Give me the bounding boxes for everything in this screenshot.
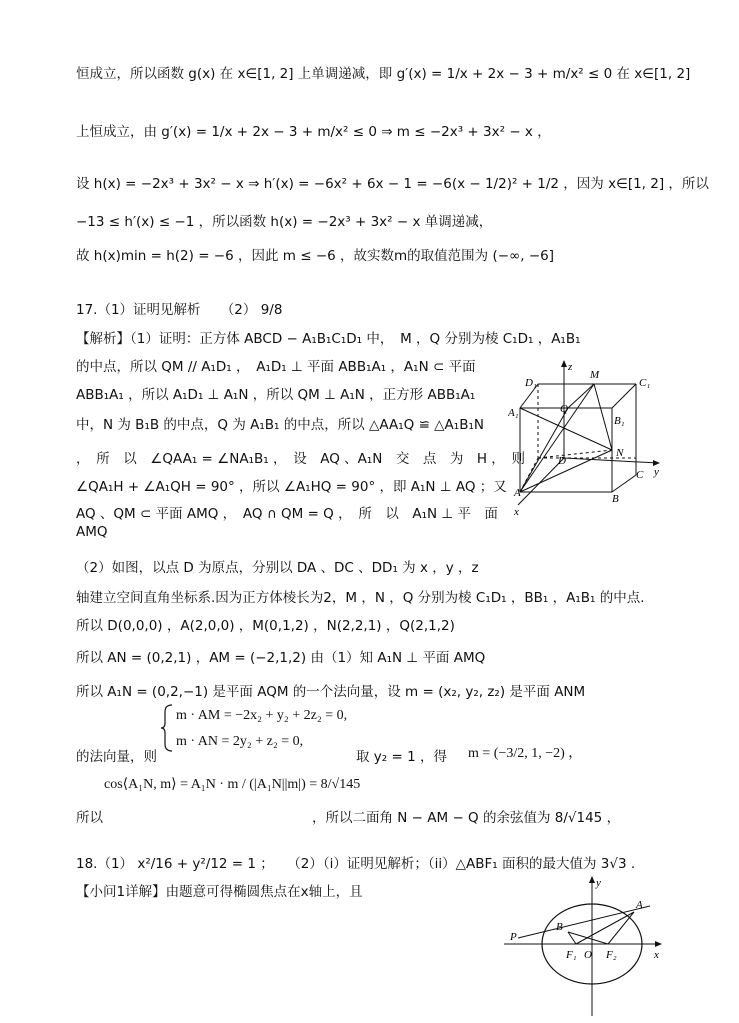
part2-line-4: 所以 AN = (0,2,1) ，AM = (−2,1,2) 由（1）知 A₁N ⊥ 平面 AMQ: [76, 650, 486, 666]
equation-2: m · AN = 2y₂ + z₂ = 0,: [176, 734, 304, 749]
label-M: M: [590, 369, 600, 381]
x-arrow-icon: [655, 941, 662, 947]
solution-line-1: 【解析】（1）证明：正方体 ABCD − A₁B₁C₁D₁ 中， M ，Q 分别为棱 C₁D₁ ，A₁B₁: [76, 331, 581, 347]
dihedral-result: ，所以二面角 N − AM − Q 的余弦值为 8/√145 ，: [312, 810, 621, 826]
label-x: x: [514, 506, 519, 518]
solution-line-7: AQ 、QM ⊂ 平面 AMQ ， AQ ∩ QM = Q ， 所 以 A₁N ⊥ 平 面: [76, 506, 498, 522]
solution-line-6: ∠QA₁H + ∠A₁QH = 90° ，所以 ∠A₁HQ = 90° ，即 A₁N ⊥ AQ ；又: [76, 479, 507, 495]
part2-line-9: 所以: [76, 810, 103, 826]
take-y2: 取 y₂ = 1 ，得: [356, 749, 447, 765]
q18-solution-start: 【小问1详解】由题意可得椭圆焦点在x轴上，且: [76, 884, 363, 900]
ellipse-figure: [502, 872, 672, 1020]
label-B: B: [612, 493, 619, 505]
part2-line-1: （2）如图，以点 D 为原点，分别以 DA 、DC 、DD₁ 为 x ，y ，z: [76, 560, 479, 576]
solution-line-8: AMQ: [76, 524, 108, 540]
y-arrow-icon: [589, 876, 595, 883]
label-N: N: [616, 447, 624, 459]
cube-figure: [508, 360, 668, 520]
cosine-formula: cos⟨A₁N, m⟩ = A₁N · m / (|A₁N||m|) = 8/√145: [104, 777, 361, 792]
label-Q: Q: [560, 403, 568, 415]
label-D: D: [558, 455, 566, 467]
y-axis: [564, 458, 658, 463]
solution-line-5: ， 所 以 ∠QAA₁ = ∠NA₁B₁ ， 设 AQ 、A₁N 交 点 为 H ， 则: [76, 451, 526, 467]
line-2: 上恒成立，由 g′(x) = 1/x + 2x − 3 + m/x² ≤ 0 ⇒ m ≤ −2x³ + 3x² − x ，: [76, 124, 551, 140]
label-A1: A₁: [508, 407, 519, 419]
solution-line-4: 中，N 为 B₁B 的中点，Q 为 A₁B₁ 的中点，所以 △AA₁Q ≌ △A₁B₁N: [76, 417, 484, 433]
solution-line-3: ABB₁A₁ ，所以 A₁D₁ ⊥ A₁N ，所以 QM ⊥ A₁N ，正方形 ABB₁A₁: [76, 387, 476, 403]
label-A: A: [636, 899, 643, 911]
z-arrow-icon: [561, 360, 567, 367]
solution-line-2: 的中点，所以 QM // A₁D₁ ， A₁D₁ ⊥ 平面 ABB₁A₁ ，A₁N ⊂ 平面: [76, 359, 476, 375]
label-y: y: [596, 877, 601, 889]
system-brace: [160, 704, 174, 752]
equation-1: m · AM = −2x₂ + y₂ + 2z₂ = 0,: [176, 708, 348, 723]
label-B1: B₁: [614, 415, 625, 427]
part2-line-3: 所以 D(0,0,0) ，A(2,0,0) ，M(0,1,2) ，N(2,2,1) ，Q(2,1,2): [76, 618, 455, 634]
label-P: P: [510, 931, 517, 943]
label-C: C: [636, 469, 644, 481]
label-D1: D₁: [525, 377, 537, 389]
vector-m: m = (−3/2, 1, −2) ，: [468, 746, 583, 761]
label-F2: F₂: [606, 949, 617, 961]
label-x: x: [654, 949, 659, 961]
q17-answer: 17.（1）证明见解析 （2） 9/8: [76, 302, 283, 318]
part2-line-7: 的法向量，则: [76, 749, 157, 765]
label-B: B: [556, 921, 563, 933]
label-A: A: [514, 487, 521, 499]
line-4: −13 ≤ h′(x) ≤ −1 ，所以函数 h(x) = −2x³ + 3x² − x 单调递减，: [76, 214, 493, 230]
part2-line-2: 轴建立空间直角坐标系.因为正方体棱长为2，M ，N ，Q 分别为棱 C₁D₁ ，BB₁ ，A₁B₁ 的中点.: [76, 590, 645, 606]
q18-answer: 18.（1） x²/16 + y²/12 = 1 ； （2）（i）证明见解析；（ii）△ABF₁ 面积的最大值为 3√3 .: [76, 856, 636, 872]
label-y: y: [654, 466, 659, 478]
line-5: 故 h(x)min = h(2) = −6 ，因此 m ≤ −6 ，故实数m的取值范围为 (−∞, −6]: [76, 248, 555, 264]
line-1: 恒成立，所以函数 g(x) 在 x∈[1, 2] 上单调递减，即 g′(x) = 1/x + 2x − 3 + m/x² ≤ 0 在 x∈[1, 2]: [76, 66, 691, 82]
label-z: z: [568, 361, 573, 373]
label-O: O: [584, 949, 592, 961]
part2-line-5: 所以 A₁N = (0,2,−1) 是平面 AQM 的一个法向量，设 m = (x₂, y₂, z₂) 是平面 ANM: [76, 684, 586, 700]
line-3: 设 h(x) = −2x³ + 3x² − x ⇒ h′(x) = −6x² + 6x − 1 = −6(x − 1/2)² + 1/2 ，因为 x∈[1, 2] ，所以: [76, 176, 709, 192]
label-F1: F₁: [566, 949, 577, 961]
line-PA: [518, 906, 650, 938]
label-C1: C₁: [639, 377, 651, 389]
